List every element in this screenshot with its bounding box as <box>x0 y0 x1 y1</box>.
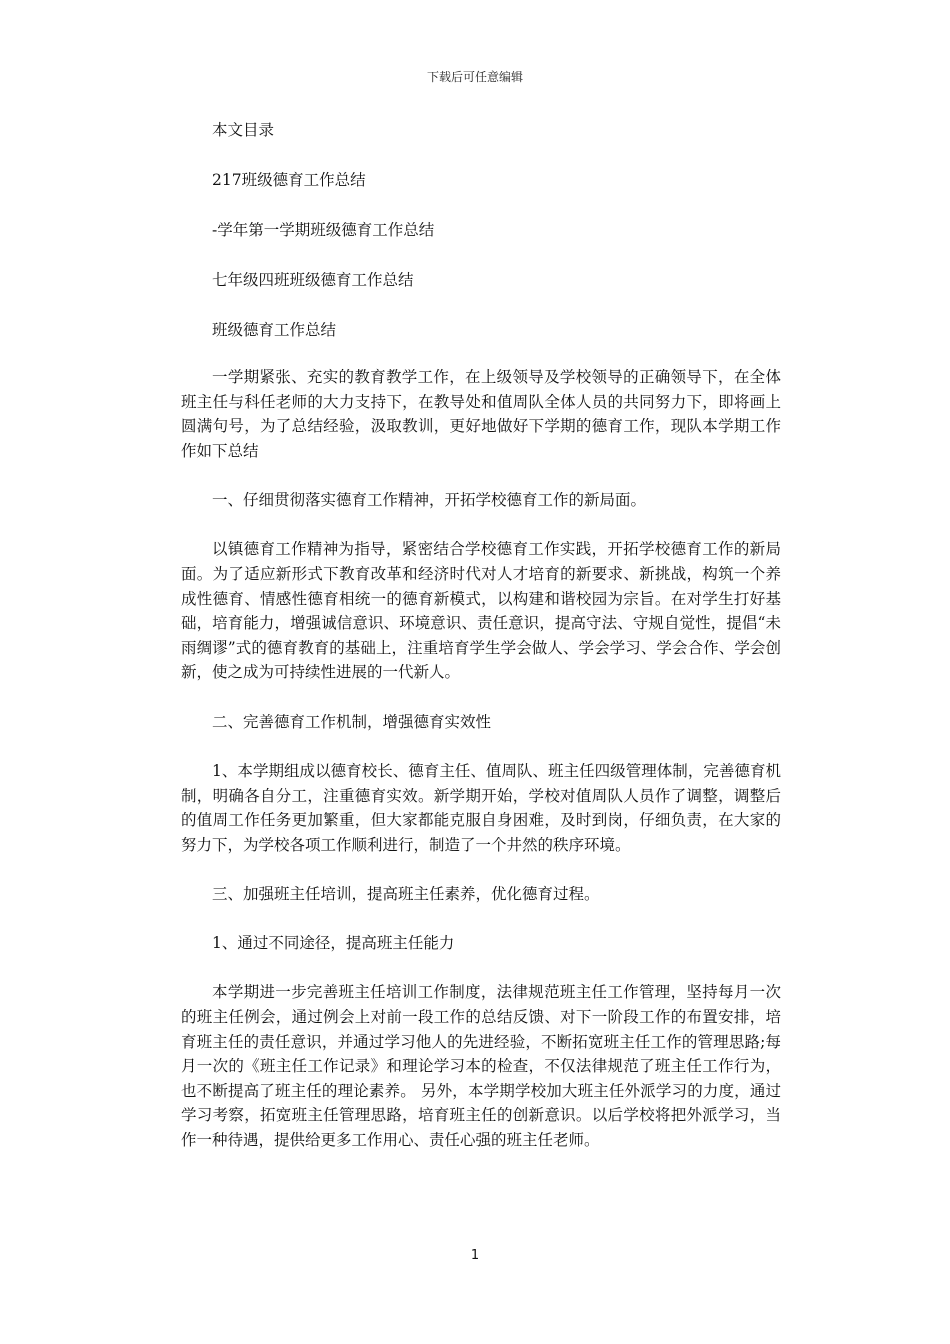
toc-item: -学年第一学期班级德育工作总结 <box>212 221 435 239</box>
page-header: 下载后可任意编辑 <box>426 70 523 84</box>
section-subheading-3-1: 1、通过不同途径，提高班主任能力 <box>212 934 455 953</box>
section-heading-2: 二、完善德育工作机制，增强德育实效性 <box>212 712 492 731</box>
toc-title: 本文目录 <box>212 121 275 139</box>
section-heading-3: 三、加强班主任培训，提高班主任素养，优化德育过程。 <box>212 885 600 904</box>
toc-item: 班级德育工作总结 <box>212 321 337 339</box>
section-paragraph-1: 以镇德育工作精神为指导，紧密结合学校德育工作实践，开拓学校德育工作的新局面。为了适应新形式下教育改革和经济时代对人才培育的新要求、新挑战，构筑一个养成性德育、情感性德育相统一的德育新模式，以构建和谐校园为宗旨。在对学生打好基础，培育能力，增强诚信意识、环境意识、责任意识，提高守法、守规自觉性，提倡“未雨绸谬”式的德育教育的基础上，注重培育学生学会做人、学会学习、学会合作、学会创新，使之成为可持续性进展的一代新人。 <box>181 540 781 682</box>
document-body <box>181 118 781 1177</box>
toc-item: 七年级四班班级德育工作总结 <box>212 271 414 289</box>
toc-item: 217班级德育工作总结 <box>212 171 366 189</box>
page-number: 1 <box>470 1248 480 1263</box>
section-paragraph-3: 本学期进一步完善班主任培训工作制度，法律规范班主任工作管理，坚持每月一次的班主任例会，通过例会上对前一段工作的总结反馈、对下一阶段工作的布置安排，培育班主任的责任意识，并通过学习他人的先进经验，不断拓宽班主任工作的管理思路;每月一次的《班主任工作记录》和理论学习本的检查，不仅法律规范了班主任工作行为，也不断提高了班主任的理论素养。 另外，本学期学校加大班主任外派学习的力度，通过学习考察，拓宽班主任管理思路，培育班主任的创新意识。以后学校将把外派学习，当作一种待遇，提供给更多工作用心、责任心强的班主任老师。 <box>181 983 781 1149</box>
section-heading-1: 一、仔细贯彻落实德育工作精神，开拓学校德育工作的新局面。 <box>212 491 647 510</box>
intro-paragraph: 一学期紧张、充实的教育教学工作，在上级领导及学校领导的正确领导下，在全体班主任与科任老师的大力支持下，在教导处和值周队全体人员的共同努力下，即将画上圆满句号，为了总结经验，汲取教训，更好地做好下学期的德育工作，现队本学期工作作如下总结 <box>181 368 781 460</box>
section-paragraph-2: 1、本学期组成以德育校长、德育主任、值周队、班主任四级管理体制，完善德育机制，明确各自分工，注重德育实效。新学期开始，学校对值周队人员作了调整，调整后的值周工作任务更加繁重，但大家都能克服自身困难，及时到岗，仔细负责，在大家的努力下，为学校各项工作顺利进行，制造了一个井然的秩序环境。 <box>181 761 781 854</box>
